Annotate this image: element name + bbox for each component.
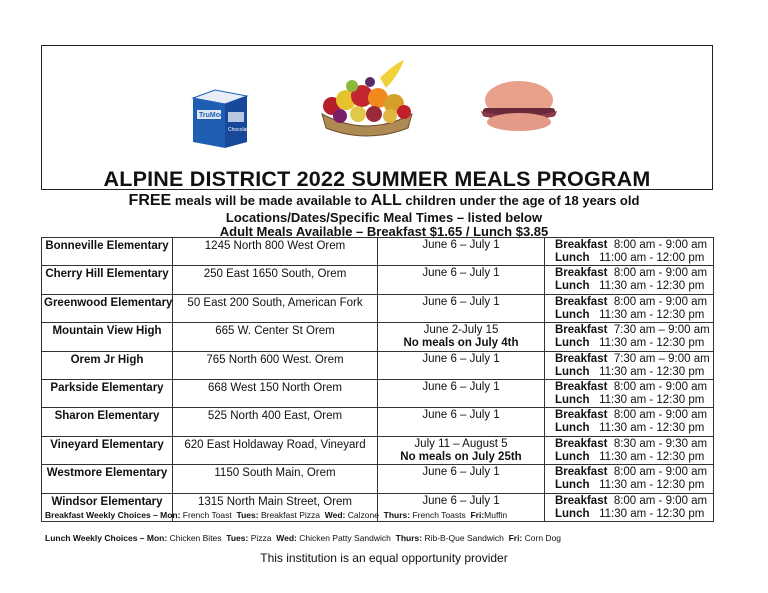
table-row xyxy=(42,294,714,322)
breakfast-label: Breakfast xyxy=(555,494,608,507)
breakfast-label: Breakfast xyxy=(555,437,608,450)
date-range: June 6 – July 1 xyxy=(422,295,500,308)
date-range: June 6 – July 1 xyxy=(422,494,500,507)
breakfast-time-line xyxy=(555,353,711,366)
breakfast-time-line xyxy=(555,409,711,422)
school-name: Mountain View High xyxy=(42,323,173,351)
meal-dates xyxy=(378,436,545,464)
school-address: 1245 North 800 West Orem xyxy=(173,238,378,266)
table-row xyxy=(42,436,714,464)
meal-times xyxy=(545,266,714,294)
meal-dates xyxy=(378,408,545,436)
lunch-choice-fri: Fri: Corn Dog xyxy=(508,533,562,543)
table-row xyxy=(42,351,714,379)
meal-times xyxy=(545,351,714,379)
date-range: June 6 – July 1 xyxy=(422,409,500,422)
school-name: Parkside Elementary xyxy=(42,379,173,407)
breakfast-label: Breakfast xyxy=(555,295,608,308)
breakfast-choice-fri: Fri:Muffin xyxy=(470,510,508,520)
lunch-label: Lunch xyxy=(555,450,590,463)
lunch-time-line xyxy=(555,252,711,265)
lunch-time: 11:30 am - 12:30 pm xyxy=(599,365,705,378)
date-range: June 6 – July 1 xyxy=(422,466,500,479)
date-range: June 6 – July 1 xyxy=(422,380,500,393)
lunch-time: 11:00 am - 12:00 pm xyxy=(599,252,705,264)
school-name: Windsor Elementary xyxy=(42,493,173,521)
breakfast-time: 8:00 am - 9:00 am xyxy=(613,409,708,422)
lunch-label: Lunch xyxy=(555,280,590,293)
table-row xyxy=(42,238,714,266)
burger-icon xyxy=(479,78,559,138)
lunch-time-line xyxy=(555,309,711,322)
page-title: ALPINE DISTRICT 2022 SUMMER MEALS PROGRAM xyxy=(103,167,651,191)
header-banner xyxy=(41,45,713,190)
locations-line: Locations/Dates/Specific Meal Times – listed below xyxy=(225,210,543,225)
school-address: 1150 South Main, Orem xyxy=(173,465,378,493)
school-name: Westmore Elementary xyxy=(42,465,173,493)
school-name: Sharon Elementary xyxy=(42,408,173,436)
lunch-time: 11:30 am - 12:30 pm xyxy=(599,393,705,406)
breakfast-time-line xyxy=(555,466,711,479)
meal-times xyxy=(545,379,714,407)
date-range: July 11 – August 5 xyxy=(414,437,508,450)
lunch-label: Lunch xyxy=(555,479,590,492)
meal-times xyxy=(545,294,714,322)
breakfast-choice-thurs: Thurs: French Toasts xyxy=(383,510,466,520)
school-address: 620 East Holdaway Road, Vineyard xyxy=(173,436,378,464)
lunch-choices-label: Lunch Weekly Choices – xyxy=(45,533,147,543)
meal-times xyxy=(545,465,714,493)
lunch-time: 11:30 am - 12:30 pm xyxy=(599,479,705,492)
breakfast-time: 8:00 am - 9:00 am xyxy=(613,466,708,479)
breakfast-time: 8:00 am - 9:00 am xyxy=(613,239,708,251)
adult-meals-line: Adult Meals Available – Breakfast $1.65 / Lunch $3.85 xyxy=(219,224,549,239)
milk-sublabel: Chocolate xyxy=(228,127,251,133)
date-note: No meals on July 25th xyxy=(400,450,522,463)
lunch-label: Lunch xyxy=(555,422,590,435)
breakfast-time-line xyxy=(555,296,711,309)
lunch-time: 11:30 am - 12:30 pm xyxy=(599,507,705,520)
breakfast-time-line xyxy=(555,239,711,252)
lunch-time: 11:30 am - 12:30 pm xyxy=(599,337,705,350)
school-address: 250 East 1650 South, Orem xyxy=(173,266,378,294)
school-name: Cherry Hill Elementary xyxy=(42,266,173,294)
lunch-time-line xyxy=(555,366,711,379)
lunch-choice-tues: Tues: Pizza xyxy=(226,533,272,543)
breakfast-label: Breakfast xyxy=(555,239,608,251)
breakfast-label: Breakfast xyxy=(555,352,608,365)
breakfast-choice-mon: Mon: French Toast xyxy=(160,510,232,520)
breakfast-time: 7:30 am – 9:00 am xyxy=(613,324,710,337)
equal-opportunity-footer: This institution is an equal opportunity provider xyxy=(260,551,508,565)
lunch-label: Lunch xyxy=(555,507,590,520)
fruit-basket-icon xyxy=(312,58,422,140)
breakfast-label: Breakfast xyxy=(555,409,608,422)
lunch-time: 11:30 am - 12:30 pm xyxy=(599,422,705,435)
free-line-text-1: meals will be made available to xyxy=(171,193,371,208)
lunch-choice-wed: Wed: Chicken Patty Sandwich xyxy=(276,533,391,543)
breakfast-time-line xyxy=(555,324,711,337)
school-address: 765 North 600 West. Orem xyxy=(173,351,378,379)
lunch-label: Lunch xyxy=(555,393,590,406)
schedule-table xyxy=(41,237,714,522)
breakfast-time: 8:00 am - 9:00 am xyxy=(613,267,708,280)
breakfast-weekly-choices xyxy=(45,510,507,520)
breakfast-time: 8:30 am - 9:30 am xyxy=(613,437,708,450)
school-name: Bonneville Elementary xyxy=(42,238,173,266)
school-address: 50 East 200 South, American Fork xyxy=(173,294,378,322)
lunch-label: Lunch xyxy=(555,308,590,321)
school-address: 1315 North Main Street, Orem xyxy=(173,493,378,521)
school-name: Greenwood Elementary xyxy=(42,294,173,322)
lunch-time-line xyxy=(555,451,711,464)
all-word: ALL xyxy=(370,192,402,209)
date-range: June 6 – July 1 xyxy=(422,267,500,280)
lunch-label: Lunch xyxy=(555,252,590,264)
breakfast-choice-wed: Wed: Calzone xyxy=(324,510,379,520)
date-note: No meals on July 4th xyxy=(403,337,519,350)
breakfast-time: 7:30 am – 9:00 am xyxy=(613,352,710,365)
school-name: Vineyard Elementary xyxy=(42,436,173,464)
breakfast-time-line xyxy=(555,438,711,451)
lunch-time-line xyxy=(555,508,711,521)
meal-times xyxy=(545,408,714,436)
lunch-label: Lunch xyxy=(555,365,590,378)
free-line-text-2: children under the age of 18 years old xyxy=(401,193,640,208)
meal-dates xyxy=(378,379,545,407)
milk-label: TruMoo xyxy=(199,112,225,119)
school-address: 668 West 150 North Orem xyxy=(173,379,378,407)
table-row xyxy=(42,323,714,351)
lunch-choice-thurs: Thurs: Rib-B-Que Sandwich xyxy=(395,533,504,543)
meal-dates xyxy=(378,238,545,266)
lunch-time-line xyxy=(555,394,711,407)
meal-times xyxy=(545,436,714,464)
breakfast-label: Breakfast xyxy=(555,267,608,280)
meal-dates xyxy=(378,465,545,493)
school-address: 525 North 400 East, Orem xyxy=(173,408,378,436)
table-row xyxy=(42,266,714,294)
breakfast-time: 8:00 am - 9:00 am xyxy=(613,380,708,393)
table-row xyxy=(42,465,714,493)
meal-dates xyxy=(378,351,545,379)
free-word: FREE xyxy=(128,192,172,209)
lunch-choice-mon: Mon: Chicken Bites xyxy=(146,533,222,543)
meal-dates xyxy=(378,294,545,322)
free-meals-line xyxy=(0,192,768,210)
lunch-time-line xyxy=(555,422,711,435)
breakfast-time: 8:00 am - 9:00 am xyxy=(613,494,708,507)
meal-dates xyxy=(378,266,545,294)
lunch-weekly-choices xyxy=(45,533,561,543)
date-range: June 6 – July 1 xyxy=(422,239,500,251)
date-range: June 2-July 15 xyxy=(423,324,499,337)
breakfast-time: 8:00 am - 9:00 am xyxy=(613,295,708,308)
milk-carton-icon xyxy=(185,86,251,150)
meal-times xyxy=(545,323,714,351)
table-row xyxy=(42,379,714,407)
breakfast-label: Breakfast xyxy=(555,324,608,337)
breakfast-time-line xyxy=(555,381,711,394)
lunch-time: 11:30 am - 12:30 pm xyxy=(599,308,705,321)
breakfast-label: Breakfast xyxy=(555,466,608,479)
lunch-time-line xyxy=(555,337,711,350)
breakfast-time-line xyxy=(555,267,711,280)
meal-times xyxy=(545,238,714,266)
school-name: Orem Jr High xyxy=(42,351,173,379)
lunch-label: Lunch xyxy=(555,337,590,350)
breakfast-choice-tues: Tues: Breakfast Pizza xyxy=(236,510,320,520)
date-range: June 6 – July 1 xyxy=(422,352,500,365)
meal-times xyxy=(545,493,714,521)
school-address: 665 W. Center St Orem xyxy=(173,323,378,351)
breakfast-choices-label: Breakfast Weekly Choices – xyxy=(45,510,161,520)
lunch-time-line xyxy=(555,280,711,293)
table-row xyxy=(42,408,714,436)
lunch-time: 11:30 am - 12:30 pm xyxy=(599,450,705,463)
breakfast-time-line xyxy=(555,495,711,508)
meal-dates xyxy=(378,323,545,351)
lunch-time: 11:30 am - 12:30 pm xyxy=(599,280,705,293)
lunch-time-line xyxy=(555,479,711,492)
breakfast-label: Breakfast xyxy=(555,380,608,393)
